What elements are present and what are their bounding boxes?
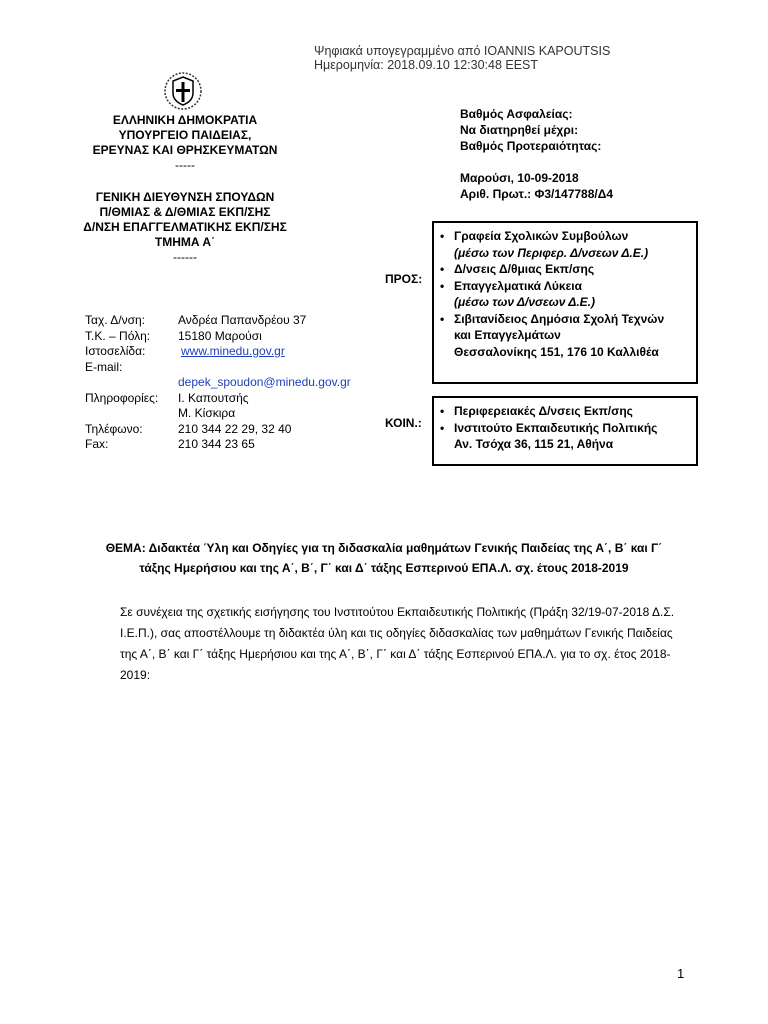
contact-label: Ταχ. Δ/νση:	[85, 313, 146, 327]
header-ministry-2: ΕΡΕΥΝΑΣ ΚΑΙ ΘΡΗΣΚΕΥΜΑΤΩΝ	[92, 143, 278, 157]
to-label: ΠΡΟΣ:	[385, 272, 423, 286]
list-item	[438, 311, 692, 361]
contact-label: Fax:	[85, 437, 109, 451]
recipient-main: Δ/νσεις Δ/θμιας Εκπ/σης	[454, 262, 595, 276]
contact-label	[85, 406, 178, 422]
contact-label: Ιστοσελίδα:	[85, 344, 146, 358]
directorate-line-2: Π/ΘΜΙΑΣ & Δ/ΘΜΙΑΣ ΕΚΠ/ΣΗΣ	[99, 205, 271, 219]
recipient-main: Επαγγελματικά Λύκεια	[454, 278, 583, 293]
directorate-line-1: ΓΕΝΙΚΗ ΔΙΕΥΘΥΝΣΗ ΣΠΟΥΔΩΝ	[95, 190, 275, 204]
contact-row	[85, 422, 351, 438]
contact-row	[85, 329, 351, 345]
signature-line-1: Ψηφιακά υπογεγραμμένο από IOANNIS KAPOUTSIS	[314, 44, 611, 58]
directorate-separator: ------	[173, 250, 197, 264]
recipient-sub: (μέσω των Περιφερ. Δ/νσεων Δ.Ε.)	[454, 245, 649, 260]
header-ministry: ΥΠΟΥΡΓΕΙΟ ΠΑΙΔΕΙΑΣ,	[118, 128, 252, 142]
contact-row	[85, 406, 351, 422]
bullet-icon: •	[440, 311, 445, 326]
contact-row	[85, 313, 351, 329]
keep-until: Να διατηρηθεί μέχρι:	[460, 123, 579, 137]
contact-row	[85, 391, 351, 407]
cc-label: ΚΟΙΝ.:	[385, 416, 422, 430]
recipient-main: Σιβιτανίδειος Δημόσια Σχολή Τεχνών	[454, 311, 665, 326]
body-line: Σε συνέχεια της σχετικής εισήγησης του Ινστιτούτου Εκπαιδευτικής Πολιτικής (Πράξη 32/19-07-2018 Δ.Σ.	[120, 605, 675, 619]
contact-value: Ι. Καπουτσής	[178, 390, 249, 405]
bullet-icon: •	[440, 229, 445, 243]
contact-label: Πληροφορίες:	[85, 390, 159, 405]
contact-label: Τηλέφωνο:	[85, 421, 143, 436]
directorate-header	[70, 190, 300, 265]
contact-row	[85, 360, 351, 376]
contact-value: Μ. Κίσκιρα	[178, 406, 236, 420]
email-link[interactable]: depek_spoudon@minedu.gov.gr	[178, 375, 351, 389]
directorate-line-4: ΤΜΗΜΑ Α΄	[154, 235, 216, 249]
header-separator: -----	[175, 158, 195, 172]
bullet-icon: •	[440, 420, 445, 435]
document-subject	[60, 538, 708, 578]
list-item	[438, 278, 692, 311]
ministry-header	[70, 113, 300, 173]
recipient-main: Ινστιτούτο Εκπαιδευτικής Πολιτικής	[454, 420, 658, 435]
subject-line-2: τάξης Ημερήσιου και της Α΄, Β΄, Γ΄ και Δ΄ τάξης Εσπερινού ΕΠΑ.Λ. σχ. έτους 2018-2019	[139, 561, 629, 575]
contact-value: 210 344 23 65	[178, 437, 255, 451]
document-classification	[460, 106, 601, 154]
recipient-address: Θεσσαλονίκης 151, 176 10 Καλλιθέα	[454, 344, 659, 359]
recipient-main: Περιφερειακές Δ/νσεις Εκπ/σης	[454, 404, 633, 418]
contact-info	[85, 313, 351, 453]
greek-emblem-icon	[163, 69, 203, 111]
contact-row	[85, 437, 351, 453]
directorate-line-3: Δ/ΝΣΗ ΕΠΑΓΓΕΛΜΑΤΙΚΗΣ ΕΚΠ/ΣΗΣ	[83, 220, 287, 234]
contact-label: Τ.Κ. – Πόλη:	[85, 328, 151, 343]
contact-value: 15180 Μαρούσι	[178, 328, 262, 343]
list-item	[438, 403, 692, 420]
contact-value: Ανδρέα Παπανδρέου 37	[178, 313, 307, 327]
bullet-icon: •	[440, 404, 445, 418]
website-link[interactable]: www.minedu.gov.gr	[181, 344, 285, 358]
list-item	[438, 261, 692, 278]
digital-signature	[314, 44, 610, 72]
recipient-sub: και Επαγγελμάτων	[454, 328, 561, 342]
document-date-protocol	[460, 170, 613, 202]
body-line: Ι.Ε.Π.), σας αποστέλλουμε τη διδακτέα ύλη και τις οδηγίες διδασκαλίας των μαθημάτων Γενικής Παιδείας	[120, 626, 673, 640]
body-line: 2019:	[120, 668, 151, 682]
place-date: Μαρούσι, 10-09-2018	[460, 171, 579, 185]
recipient-address: Αν. Τσόχα 36, 115 21, Αθήνα	[454, 437, 614, 451]
cc-recipients-box	[432, 396, 698, 466]
page-number: 1	[677, 966, 685, 981]
contact-row	[85, 344, 351, 360]
recipient-main: Γραφεία Σχολικών Συμβούλων	[454, 229, 629, 243]
list-item	[438, 420, 692, 453]
contact-row	[85, 375, 351, 391]
recipient-sub: (μέσω των Δ/νσεων Δ.Ε.)	[454, 295, 596, 309]
document-body	[120, 602, 694, 686]
signature-line-2: Ημερομηνία: 2018.09.10 12:30:48 EEST	[314, 58, 539, 72]
contact-label	[85, 375, 178, 391]
to-recipients-box	[432, 221, 698, 384]
body-line: της Α΄, Β΄ και Γ΄ τάξης Ημερήσιου και της Α΄, Β΄, Γ΄ και Δ΄ τάξης Εσπερινού ΕΠΑ.Λ. για το σχ. έτος 2018-	[120, 647, 671, 661]
list-item	[438, 228, 692, 261]
bullet-icon: •	[440, 262, 445, 276]
contact-value: 210 344 22 29, 32 40	[178, 421, 292, 436]
security-level: Βαθμός Ασφαλείας:	[460, 107, 573, 121]
header-republic: ΕΛΛΗΝΙΚΗ ΔΗΜΟΚΡΑΤΙΑ	[112, 113, 258, 127]
contact-label: E-mail:	[85, 359, 123, 374]
subject-line-1: ΘΕΜΑ: Διδακτέα Ύλη και Οδηγίες για τη διδασκαλία μαθημάτων Γενικής Παιδείας της Α΄, Β΄ και Γ΄	[105, 541, 663, 555]
priority-level: Βαθμός Προτεραιότητας:	[460, 139, 602, 153]
protocol-number: Αριθ. Πρωτ.: Φ3/147788/Δ4	[460, 187, 614, 201]
bullet-icon: •	[440, 278, 445, 293]
